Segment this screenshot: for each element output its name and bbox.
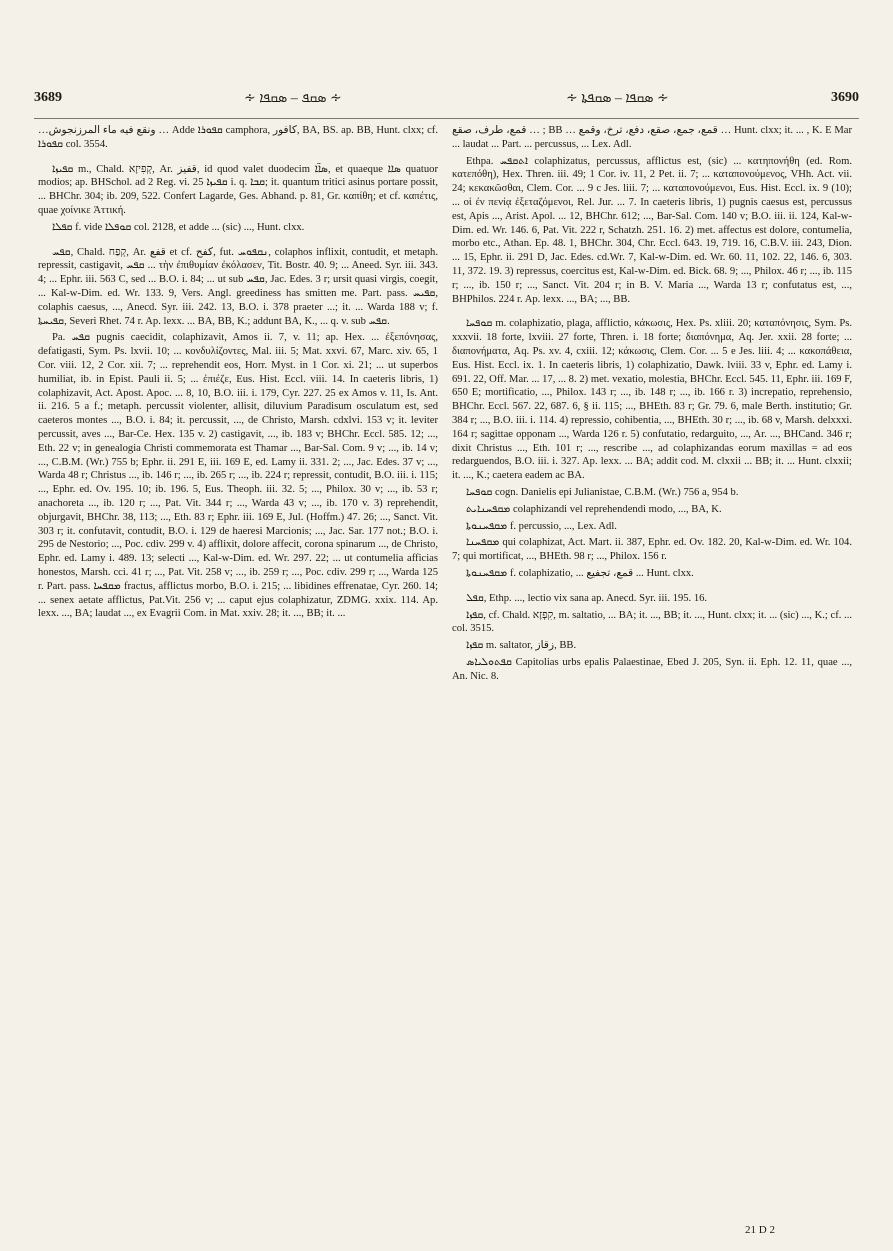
entry-separator	[452, 584, 852, 592]
entry-qphiza: ܩܦܝܙܐ m., Chald. קְפִיזָא, Ar. قفيز, id quod valet duodecim ܣܐ̈ܐ, et quaeque ܣܐܐ quatuor modios; ap. BHSchol. ad 2 Reg. vi. 25 ܩܦܝܙܐ i. q. ܩܒܐ; it. quantum tritici asinus portare possit, ... BHChr. 304; ib. 209, 522. Confert Lagarde, Ges. Abhand. p. 81, Gr. καπίθη; et cf. καπέτις, quae χοίνικε Ἀττική.	[38, 163, 438, 216]
entry-separator	[38, 155, 438, 163]
entry-continuation-right: قمع، طرف، صقع … ; BB … قمع، جمع، صقع، دفع، ترخ، وقمع … Hunt. clxx; it. ... , K. E Mar ... laudat ... Part. ... percussus, ... Lex. Adl.	[452, 125, 852, 150]
entry-colaphizatio: ܡܩܦܚܢܘܬܐ f. colaphizatio, ... قمع، تجفيع ... Hunt. clxx.	[466, 567, 694, 579]
entry-qphah-peal: ܩܦܚ, Chald. קְפַח, Ar. قفع et cf. كفح, fut. ܢܩܦܘܚ, colaphos inflixit, contudit, et metaph. repressit, castigavit, ܩܦܚ ... τὴν ἐπιθυμίαν ἐκόλασεν, Tit. Bostr. 40. 9; ... Aneed. Syr. iii. 343. 4; ... Ephr. iii. 563 C, sed ... B.O. i. 84; ... ut sub ܩܦܚ, Jac. Edes. 3 r; ursit quasi virgis, coegit, ... Kal-w-Dim. ed. Wr. 133. 9, Vers. Angl. greediness has smitten me. Part. pass. ܩܦܝܚ, colaphis caesus, ..., Anecd. Syr. iii. 242. 13, B.O. i. 378 praeter ...; it. ... Warda 188 v; f. ܩܦܝܚܬܐ, Severi Rhet. 74 r. Ap. lexx. ... BA, BB, K.; addunt BA, K., ... q. v. sub ܩܦܚ.	[38, 246, 438, 327]
entry-separator	[452, 309, 852, 317]
entry-quphaha-cogn: ܩܘܦܚܐ cogn. Danielis epi Julianistae, C.B.M. (Wr.) 756 a, 954 b.	[466, 486, 739, 498]
entry-percussio: ܡܩܦܚܢܘܬܐ f. percussio, ..., Lex. Adl.	[466, 520, 617, 532]
entry-quphaha: ܩܘܦܚܐ m. colaphizatio, plaga, afflictio, κάκωσις, Hex. Ps. xliii. 20; καταπόνησις, Sym. Ps. xxxvii. 18 forte, lxviii. 27 forte, Thren. i. 18 forte; διαπόνημα, Aq. Jer. xxii. 28 forte; ... διαπονήματα, Aq. Ps. xv. 4, cxiii. 12; κάκωσις, Clem. Cor. ... 5 e Jes. liii. 4; ... κακοπάθεια, Eus. Hist. Eccl. ix. 1. In caeteris libris, 1) colaphizatio, Dawk. lviii. 33 v, Ephr. ed. Lamy i. 691. 22, Off. Mar. ... 17, ... 8. 2) met. vexatio, molestia, BHChr. Eccl. 545. 11, Ephr. iii. 169 F, 650 E; mortificatio, ..., Philox. 143 r; ..., ib. 148 r; ..., ib. 166 r. 3) increpatio, reprehensio, BHChr. Eccl. 567. 22, 687. 6, § ii. 115; ..., BHEth. 83 r; Gr. 79. 6, male Berth. institutio; Gr. 384 r; ..., B.O. iii. i. 114. 4) repressio, cohibentia, ..., BHEth. 30 r; ..., ib. 68 v, Marsh. delxxxi. 164 r; sagittae opponam ..., Warda 126 r. 5) confutatio, redarguito, ..., Ar. ..., BHCand. 346 r; dixit Christus ..., Eth. 101 r; ..., rescribe ..., ad colaphizandas eorum maxillas = ad eos redarguendos, B.O. iii. i. 327. Ap. lexx. ... BA; addit cod. M. clxxii ... BB; it. ... Hunt. clxxii; it. ..., K.; caetera eadem ac BA.	[452, 318, 852, 482]
entry-qphah-pael: Pa. ܩܦܚ pugnis caecidit, colaphizavit, Amos ii. 7, v. 11; ap. Hex. ... ἐξεπόνησας, defatigasti, Sym. Ps. lxvii. 10; ... κονδυλίζοντες, Mal. iii. 5; Mat. xxvi. 67, Marc. xiv. 65, 1 Cor. viii. 12, 2 Cor. xii. 7; ... reprehendit eos, Horr. Myst. in 1 Cor. xi. 21; ... ut superbos humiliat, ib. in Epist. Pauli ii. 5; ... ἐπιέζε, Eus. Hist. Eccl. viii. 14. In caeteris libris, 1) colaphizavit, Act. Apost. Apoc. ... 8, 10, B.O. iii. i. 179, Cyr. 227. 25 ex Amos v. 11, Is. Ant. ii. 216. 5 a f.; metaph. percussit violenter, allisit, diluvium Paradisum osculatum est, sed caeteros montes ..., B.O. i. 84; it. percussit, ..., de Christo, Marsh. cdxlvi. 153 v; it. leviter percussit, aves ..., Bar-Ce. Hex. 135 v. 2) castigavit, ..., ib. 183 v; BHChr. Eccl. 585. 12; ..., Eth. 22 v; in genealogia Christi commemorata est Thamar ..., Bar-Sal. Com. 9 v; ..., ib. 14 v; ..., C.B.M. (Wr.) 755 b; Ephr. ii. 291 E, iii. 169 E, ed. Lamy ii. 331. 2; ..., Jac. Edes. 37 v; ..., Warda 48 r; Christus ..., ib. 146 r; ..., ib. 265 r; ..., ib. 224 r; repressit, contudit, B.O. iii. i. 115; ..., Ephr. ed. Ov. 195. 10; ib. 196. 5, Eus. Theoph. iii. 32. 5; ..., Philox. 30 v; ..., ib. 53 r; anachoreta ..., ib. 120 r; ..., Pat. Vit. 344 r; ..., Warda 43 v; ..., ib. 170 v. 3) reprehendit, objurgavit, BHChr. 38, 113; ..., Eth. 83 r; Ephr. iii. 169 E, Jul. (Hoffm.) 47. 26; ..., Sanct. Vit. 303 r; it. confutavit, contudit, B.O. i. 129 de haeresi Marcionis; ..., Jac. Sar. 177 not.; B.O. i. 295 de Nestorio; ..., Poc. cdiv. 299 v. 4) afflixit, dolore affecit, corona spinarum ..., de Christo, Ephr. ed. Lamy i. 489. 13; selecti ..., Kal-w-Dim. ed. Wr. 297. 22; ... ut contumelia afficias honestos, Marsh. cci. 41 r; ..., Pat. Vit. 258 v; ..., ib. 259 r; ..., Poc. cdiv. 299 r; ..., Warda 125 r. Part. pass. ܡܩܦܚܐ fractus, afflictus morbo, B.O. i. 215; ... libidines effrenatae, Cyr. 260. 14; ... senex aetate afflictus, Pat.Vit. 256 v; ... caput ejus colaphizatur, ZDMG. xxix. 114. Ap. lexx. ..., BA; laudat ..., ex Evagrii Com. in Mat. xxiv. 28; it. ..., BB; it. ...	[38, 332, 438, 620]
header-rule	[34, 118, 859, 119]
running-head-right: ∻ ܣܩܦܐ – ܣܩܦܬܐ ∻	[566, 91, 669, 106]
running-head-left: ∻ ܣܩܦ – ܣܩܦܐ ∻	[244, 91, 342, 106]
entry-mqaphhana: ܡܩܦܚܢܐ qui colaphizat, Act. Mart. ii. 387, Ephr. ed. Ov. 182. 20, Kal-w-Dim. ed. Wr. 104. 7; qui mortificat, ..., BHEth. 98 r; ..., Philox. 156 r.	[452, 537, 852, 563]
entry-separator	[38, 238, 438, 246]
entry-capitolias: ܩܦܬܘܠܝܐܣ Capitolias urbs epalis Palaestinae, Ebed J. 205, Syn. ii. Eph. 12. 11, quae ..., An. Nic. 8.	[452, 656, 852, 682]
entry-qphaza: ܩܦܙܐ, cf. Chald. קִפְזָא, m. saltatio, ... BA; it. ..., BB; it. ..., Hunt. clxx; it. ... (sic) ..., K.; cf. ... col. 3515.	[452, 609, 852, 635]
page-number-right: 3690	[831, 90, 859, 105]
left-column	[38, 124, 438, 1234]
entry-saltator: ܩܦܙܐ m. saltator, زقاز, BB.	[466, 640, 577, 652]
entry-qphal: ܩܦܠ, Ethp. ..., lectio vix sana ap. Anecd. Syr. iii. 195. 16.	[466, 592, 708, 604]
page-number-left: 3689	[34, 90, 62, 105]
entry-adverb: ܡܩܦܚܢܐܝܬ colaphizandi vel reprehendendi modo, ..., BA, K.	[466, 503, 722, 515]
entry-continuation: …ونقع فيه ماء المرزنجوش … Adde ܩܦܘܪܐ camphora, كافور, BA, BS. ap. BB, Hunt. clxx; cf. ܩܦܘܪܐ col. 3554.	[38, 125, 438, 150]
entry-ethpa: Ethpa. ܐܬܩܦܚ colaphizatus, percussus, afflictus est, (sic) ... κατηπονήθη (ed. Rom. κατεπόθη), Hex. Thren. iii. 49; 1 Cor. iv. 11, 2 Pet. ii. 7; ... καταπονούμενος, VHh. Act. vii. 24; κεκακῶσθαι, Clem. Cor. ... 9 c Jes. liii. 7; ... καταπονούμενοι, Eus. Hist. Eccl. ix. 9 (10); ... οἱ ἐν πενίᾳ ἐξεταζόμενοι, Rel. Jur. ... 7. In caeteris libris, 1) pugnis caesus est, percussus est, Apis ..., Arist. Apol. ... 12, BHChr. 612; ..., Bar-Sal. Com. 140 v; B.O. iii. ii. 124, Kal-w-Dim. ed. Wr. 146. 6, Pat. Vit. 222 r, Schatzh. 251. 16. 2) met. affectus est dolore, contumelia, morbo etc., Athan. Ep. 48. 1, BHChr. 304, Chr. Eccl. 643. 19, 719. 16, C.B.V. iii. 243, Dion. ... 15, Ephr. ii. 291 D, Jac. Edes. cd.Wr. 7, Kal-w-Dim. ed. Wr. 60. 11, 102. 22, 146. 6, 303. 11, 372. 19. 3) repressus, coercitus est, Kal-w-Dim. ed. Bick. 68. 9; ..., Philox. 46 r; ..., ib. 115 r; ..., ib. 150 r; ..., Sanct. Vit. 204 r; in B. V. Maria ..., Warda 13 r; confutatus est, ..., BHPhilos. 224 r. Ap. lexx. ..., BA; ..., BB.	[452, 155, 852, 305]
right-column	[452, 124, 852, 1234]
signature-mark: 21 D 2	[745, 1224, 775, 1236]
entry-qphala: ܩܦܠܐ f. vide ܩܘܦܠܐ col. 2128, et adde ... (sic) ..., Hunt. clxx.	[52, 221, 305, 233]
page-header	[34, 88, 859, 116]
